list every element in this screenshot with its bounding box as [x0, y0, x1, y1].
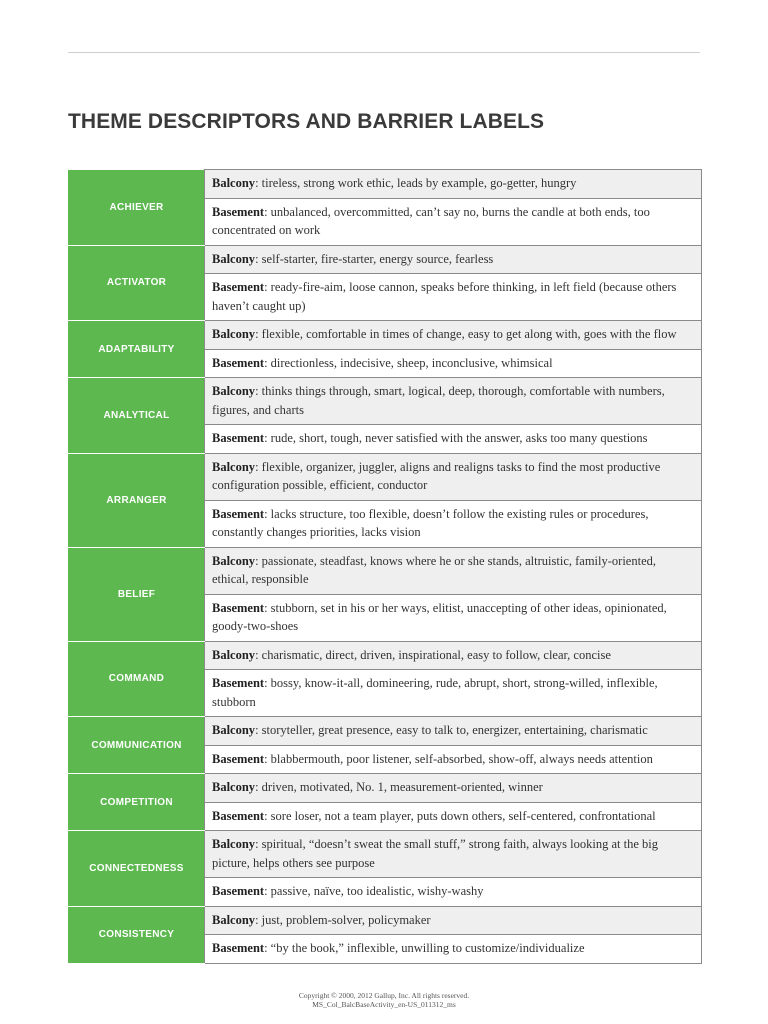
balcony-label: Balcony	[212, 251, 256, 266]
balcony-description	[205, 717, 702, 746]
balcony-label: Balcony	[212, 912, 256, 927]
basement-text: : unbalanced, overcommitted, can’t say no, burns the candle at both ends, too concentrated on work	[212, 204, 650, 237]
balcony-text: : thinks things through, smart, logical, deep, thorough, comfortable with numbers, figures, and charts	[212, 384, 665, 417]
theme-name: ARRANGER	[69, 453, 205, 547]
basement-text: : stubborn, set in his or her ways, elitist, unaccepting of other ideas, opinionated, goody-two-shoes	[212, 600, 667, 633]
theme-name: ANALYTICAL	[69, 378, 205, 454]
copyright-text: Copyright © 2000, 2012 Gallup, Inc. All rights reserved.	[298, 991, 470, 1000]
balcony-description	[205, 321, 702, 350]
balcony-description	[205, 245, 702, 274]
document-code: MS_Col_BalcBaseActivity_en-US_011312_ms	[312, 1000, 456, 1009]
basement-text: : directionless, indecisive, sheep, inconclusive, whimsical	[264, 355, 553, 370]
theme-row-balcony	[69, 378, 702, 425]
basement-label: Basement	[212, 204, 265, 219]
theme-row-balcony	[69, 453, 702, 500]
basement-text: : blabbermouth, poor listener, self-absorbed, show-off, always needs attention	[264, 751, 653, 766]
balcony-description	[205, 831, 702, 878]
theme-row-balcony	[69, 170, 702, 199]
footer	[0, 991, 768, 1009]
balcony-text: : flexible, organizer, juggler, aligns and realigns tasks to find the most productive configuration possible, efficient, conductor	[212, 459, 661, 492]
theme-name: COMPETITION	[69, 774, 205, 831]
basement-text: : sore loser, not a team player, puts down others, self-centered, confrontational	[264, 808, 656, 823]
theme-row-balcony	[69, 321, 702, 350]
theme-name: COMMUNICATION	[69, 717, 205, 774]
balcony-text: : flexible, comfortable in times of change, easy to get along with, goes with the flow	[255, 327, 677, 341]
basement-label: Basement	[212, 280, 265, 294]
basement-label: Basement	[212, 751, 265, 766]
basement-description	[205, 802, 702, 831]
balcony-description	[205, 453, 702, 500]
balcony-label: Balcony	[212, 327, 256, 341]
basement-description	[205, 198, 702, 245]
balcony-label: Balcony	[212, 647, 256, 662]
balcony-text: : driven, motivated, No. 1, measurement-oriented, winner	[255, 780, 543, 794]
basement-description	[205, 594, 702, 641]
theme-name: CONSISTENCY	[69, 906, 205, 963]
balcony-description	[205, 378, 702, 425]
basement-description	[205, 670, 702, 717]
basement-label: Basement	[212, 941, 265, 955]
balcony-text: : charismatic, direct, driven, inspirational, easy to follow, clear, concise	[255, 647, 611, 662]
theme-row-balcony	[69, 831, 702, 878]
basement-text: : bossy, know-it-all, domineering, rude, abrupt, short, strong-willed, inflexible, stubborn	[212, 676, 658, 709]
basement-label: Basement	[212, 355, 265, 370]
basement-label: Basement	[212, 600, 265, 615]
balcony-description	[205, 906, 702, 935]
theme-row-balcony	[69, 906, 702, 935]
theme-name: CONNECTEDNESS	[69, 831, 205, 907]
balcony-description	[205, 547, 702, 594]
basement-label: Basement	[212, 431, 265, 445]
theme-row-balcony	[69, 641, 702, 670]
basement-text: : passive, naïve, too idealistic, wishy-washy	[264, 884, 484, 898]
balcony-label: Balcony	[212, 553, 256, 568]
theme-name: COMMAND	[69, 641, 205, 717]
balcony-label: Balcony	[212, 837, 256, 851]
theme-name: ADAPTABILITY	[69, 321, 205, 378]
balcony-text: : self-starter, fire-starter, energy source, fearless	[255, 251, 494, 266]
basement-text: : rude, short, tough, never satisfied with the answer, asks too many questions	[264, 431, 648, 445]
basement-text: : lacks structure, too flexible, doesn’t follow the existing rules or procedures, constantly changes priorities, lacks vision	[212, 506, 649, 539]
basement-label: Basement	[212, 506, 265, 521]
balcony-label: Balcony	[212, 459, 256, 474]
basement-description	[205, 500, 702, 547]
balcony-label: Balcony	[212, 723, 256, 737]
basement-description	[205, 274, 702, 321]
basement-description	[205, 745, 702, 774]
balcony-description	[205, 170, 702, 199]
theme-row-balcony	[69, 717, 702, 746]
basement-description	[205, 349, 702, 378]
balcony-text: : passionate, steadfast, knows where he or she stands, altruistic, family-oriented, ethical, responsible	[212, 553, 656, 586]
balcony-text: : spiritual, “doesn’t sweat the small stuff,” strong faith, always looking at the big picture, helps others see purpose	[212, 837, 658, 870]
balcony-label: Balcony	[212, 384, 256, 398]
basement-label: Basement	[212, 808, 265, 823]
basement-text: : ready-fire-aim, loose cannon, speaks before thinking, in left field (because others haven’t caught up)	[212, 280, 677, 313]
basement-description	[205, 425, 702, 454]
basement-text: : “by the book,” inflexible, unwilling to customize/individualize	[264, 941, 585, 955]
balcony-description	[205, 641, 702, 670]
theme-row-balcony	[69, 774, 702, 803]
theme-table	[68, 169, 702, 964]
page-title: THEME DESCRIPTORS AND BARRIER LABELS	[68, 110, 545, 133]
balcony-text: : just, problem-solver, policymaker	[255, 912, 431, 927]
basement-label: Basement	[212, 884, 265, 898]
theme-row-balcony	[69, 245, 702, 274]
basement-label: Basement	[212, 676, 265, 690]
balcony-label: Balcony	[212, 780, 256, 794]
theme-name: ACTIVATOR	[69, 245, 205, 321]
theme-row-balcony	[69, 547, 702, 594]
theme-name: BELIEF	[69, 547, 205, 641]
theme-name: ACHIEVER	[69, 170, 205, 246]
basement-description	[205, 878, 702, 907]
balcony-text: : storyteller, great presence, easy to talk to, energizer, entertaining, charismatic	[255, 723, 648, 737]
balcony-description	[205, 774, 702, 803]
balcony-text: : tireless, strong work ethic, leads by example, go-getter, hungry	[255, 176, 577, 190]
theme-table-body	[69, 170, 702, 964]
basement-description	[205, 935, 702, 964]
top-divider	[68, 52, 700, 53]
balcony-label: Balcony	[212, 176, 256, 190]
